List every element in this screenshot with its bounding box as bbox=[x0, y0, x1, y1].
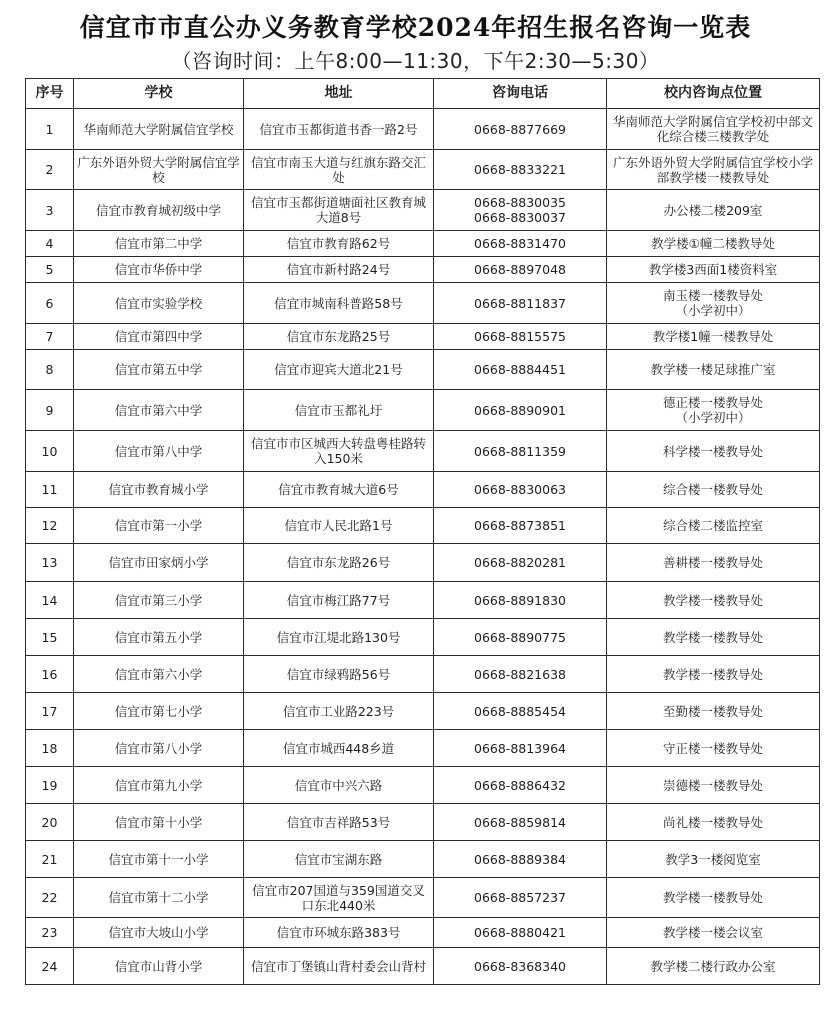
cell-location-line: 教学楼一楼会议室 bbox=[662, 925, 763, 940]
cell-school-line: 华南师范大学附属信宜学校 bbox=[83, 121, 234, 137]
cell-location-line: 教学楼一楼教导处 bbox=[662, 890, 763, 905]
cell-phone-line: 0668-8889384 bbox=[474, 851, 566, 867]
cell-location-line: 教学楼一楼教导处 bbox=[662, 666, 763, 682]
cell-phone-line: 0668-8820281 bbox=[474, 555, 566, 570]
cell-phone-line: 0668-8857237 bbox=[474, 890, 566, 905]
cell-phone bbox=[434, 472, 607, 508]
cell-address bbox=[244, 390, 434, 431]
cell-no bbox=[26, 350, 74, 390]
cell-location-line: 教学3一楼阅览室 bbox=[665, 851, 761, 867]
cell-location-line: 广东外语外贸大学附属信宜学校小学部教学楼一楼教导处 bbox=[612, 154, 813, 185]
cell-address bbox=[244, 283, 434, 324]
cell-location-line: 南玉楼一楼教导处 bbox=[662, 288, 763, 303]
cell-phone-line: 0668-8833221 bbox=[474, 162, 566, 177]
cell-address bbox=[244, 472, 434, 508]
header-address: 地址 bbox=[244, 79, 434, 109]
table-row bbox=[26, 283, 820, 324]
cell-school-line: 信宜市第十一小学 bbox=[108, 851, 209, 867]
cell-address bbox=[244, 431, 434, 472]
cell-address-line: 信宜市新村路24号 bbox=[286, 262, 391, 277]
cell-phone bbox=[434, 109, 607, 150]
table-header-row bbox=[26, 79, 820, 109]
cell-school bbox=[74, 544, 244, 582]
cell-school bbox=[74, 431, 244, 472]
cell-phone-line: 0668-8890901 bbox=[474, 402, 566, 418]
cell-location-line: 守正楼一楼教导处 bbox=[662, 740, 763, 756]
cell-school bbox=[74, 767, 244, 804]
header-phone: 咨询电话 bbox=[434, 79, 607, 109]
cell-school-line: 信宜市第六中学 bbox=[114, 402, 203, 418]
table-row bbox=[26, 390, 820, 431]
cell-location-line: 崇德楼一楼教导处 bbox=[662, 777, 763, 793]
cell-location-line: 至勤楼一楼教导处 bbox=[662, 703, 763, 719]
cell-no bbox=[26, 508, 74, 544]
cell-no bbox=[26, 693, 74, 730]
cell-school-line: 信宜市第四中学 bbox=[114, 329, 203, 344]
cell-no bbox=[26, 150, 74, 190]
cell-address bbox=[244, 109, 434, 150]
cell-phone bbox=[434, 350, 607, 390]
cell-phone-line: 0668-8873851 bbox=[474, 518, 566, 533]
table-row bbox=[26, 767, 820, 804]
cell-no-line: 18 bbox=[41, 740, 58, 756]
cell-location bbox=[607, 544, 820, 582]
cell-school bbox=[74, 324, 244, 350]
cell-phone-line: 0668-8891830 bbox=[474, 592, 566, 608]
cell-phone-line: 0668-8859814 bbox=[474, 814, 566, 830]
cell-address bbox=[244, 693, 434, 730]
cell-school bbox=[74, 918, 244, 948]
table-row bbox=[26, 109, 820, 150]
cell-location-line: 办公楼二楼209室 bbox=[663, 202, 763, 218]
table-row bbox=[26, 878, 820, 918]
cell-phone bbox=[434, 231, 607, 257]
cell-no bbox=[26, 109, 74, 150]
table-row bbox=[26, 804, 820, 841]
cell-phone-line: 0668-8890775 bbox=[474, 629, 566, 645]
table-row bbox=[26, 619, 820, 656]
table-row bbox=[26, 431, 820, 472]
cell-address-line: 信宜市中兴六路 bbox=[294, 777, 383, 793]
cell-phone bbox=[434, 257, 607, 283]
cell-school bbox=[74, 582, 244, 619]
cell-no-line: 6 bbox=[45, 295, 54, 311]
cell-school bbox=[74, 656, 244, 693]
table-row bbox=[26, 656, 820, 693]
cell-address-line: 信宜市丁堡镇山背村委会山背村 bbox=[250, 958, 426, 974]
cell-school-line: 信宜市第八小学 bbox=[114, 740, 203, 756]
cell-address bbox=[244, 656, 434, 693]
cell-location bbox=[607, 350, 820, 390]
cell-school-line: 信宜市第八中学 bbox=[114, 443, 203, 459]
cell-phone bbox=[434, 508, 607, 544]
table-row bbox=[26, 190, 820, 231]
cell-no bbox=[26, 918, 74, 948]
cell-address bbox=[244, 730, 434, 767]
cell-no-line: 17 bbox=[41, 703, 58, 719]
cell-phone-line: 0668-8821638 bbox=[474, 666, 566, 682]
cell-no-line: 24 bbox=[41, 958, 58, 974]
cell-phone bbox=[434, 878, 607, 918]
cell-no-line: 3 bbox=[45, 202, 54, 218]
cell-phone bbox=[434, 619, 607, 656]
cell-no-line: 4 bbox=[45, 236, 54, 251]
cell-location bbox=[607, 693, 820, 730]
cell-no bbox=[26, 431, 74, 472]
cell-location bbox=[607, 878, 820, 918]
cell-school bbox=[74, 350, 244, 390]
cell-phone bbox=[434, 190, 607, 231]
cell-location bbox=[607, 324, 820, 350]
cell-no-line: 8 bbox=[45, 362, 54, 377]
cell-phone-line: 0668-8830063 bbox=[474, 482, 566, 497]
cell-location-line: 华南师范大学附属信宜学校初中部文化综合楼三楼教学处 bbox=[612, 114, 813, 144]
table-row bbox=[26, 350, 820, 390]
header-school: 学校 bbox=[74, 79, 244, 109]
cell-phone bbox=[434, 431, 607, 472]
cell-address bbox=[244, 841, 434, 878]
cell-no-line: 23 bbox=[41, 925, 58, 940]
cell-school bbox=[74, 804, 244, 841]
cell-location bbox=[607, 804, 820, 841]
cell-school bbox=[74, 693, 244, 730]
cell-location bbox=[607, 656, 820, 693]
cell-phone bbox=[434, 693, 607, 730]
cell-address-line: 信宜市绿鸦路56号 bbox=[286, 666, 391, 682]
cell-address-line: 信宜市宝湖东路 bbox=[294, 851, 383, 867]
cell-location bbox=[607, 109, 820, 150]
cell-address bbox=[244, 804, 434, 841]
cell-phone bbox=[434, 283, 607, 324]
cell-location bbox=[607, 918, 820, 948]
cell-address bbox=[244, 918, 434, 948]
cell-phone bbox=[434, 390, 607, 431]
header-no: 序号 bbox=[26, 79, 74, 109]
cell-address bbox=[244, 948, 434, 985]
cell-location-line: 教学楼一楼教导处 bbox=[662, 629, 763, 645]
cell-phone-line: 0668-8813964 bbox=[474, 740, 566, 756]
cell-location bbox=[607, 150, 820, 190]
cell-school-line: 信宜市教育城小学 bbox=[108, 482, 209, 497]
cell-no-line: 2 bbox=[45, 162, 54, 177]
cell-location bbox=[607, 257, 820, 283]
cell-location-line: 德正楼一楼教导处 bbox=[662, 395, 763, 410]
cell-school-line: 信宜市第九小学 bbox=[114, 777, 203, 793]
cell-address bbox=[244, 350, 434, 390]
cell-no bbox=[26, 878, 74, 918]
table-row bbox=[26, 948, 820, 985]
cell-school bbox=[74, 283, 244, 324]
page-title: 信宜市市直公办义务教育学校2024年招生报名咨询一览表 bbox=[79, 13, 752, 42]
cell-address-line: 信宜市教育城大道6号 bbox=[278, 482, 399, 497]
cell-no-line: 19 bbox=[41, 777, 58, 793]
cell-address-line: 信宜市东龙路25号 bbox=[286, 329, 391, 344]
cell-location bbox=[607, 390, 820, 431]
cell-location bbox=[607, 948, 820, 985]
cell-no-line: 7 bbox=[45, 329, 54, 344]
cell-phone-line: 0668-8811837 bbox=[474, 295, 566, 311]
cell-school-line: 信宜市山背小学 bbox=[114, 958, 203, 974]
cell-school bbox=[74, 878, 244, 918]
cell-no-line: 1 bbox=[45, 121, 54, 137]
header-location: 校内咨询点位置 bbox=[607, 79, 820, 109]
school-table bbox=[25, 78, 820, 985]
cell-location-line: 教学楼①幢二楼教导处 bbox=[651, 236, 775, 251]
cell-location bbox=[607, 431, 820, 472]
cell-school-line: 信宜市大坡山小学 bbox=[108, 925, 209, 940]
cell-phone-line: 0668-8877669 bbox=[474, 121, 566, 137]
cell-no-line: 20 bbox=[41, 814, 58, 830]
cell-location bbox=[607, 231, 820, 257]
cell-phone bbox=[434, 767, 607, 804]
table-row bbox=[26, 918, 820, 948]
cell-location-line: 教学楼一楼足球推广室 bbox=[650, 362, 776, 377]
cell-phone-line: 0668-8830037 bbox=[474, 210, 566, 225]
table-row bbox=[26, 730, 820, 767]
cell-no bbox=[26, 582, 74, 619]
cell-school-line: 信宜市第七小学 bbox=[114, 703, 203, 719]
page-subtitle: （咨询时间：上午8:00—11:30，下午2:30—5:30） bbox=[171, 49, 660, 73]
cell-school-line: 信宜市第五中学 bbox=[114, 362, 203, 377]
cell-location-line: 善耕楼一楼教导处 bbox=[662, 555, 763, 570]
cell-address-line: 信宜市梅江路77号 bbox=[286, 592, 391, 608]
cell-location bbox=[607, 472, 820, 508]
cell-phone-line: 0668-8368340 bbox=[474, 958, 566, 974]
cell-phone-line: 0668-8884451 bbox=[474, 362, 566, 377]
cell-address-line: 信宜市迎宾大道北21号 bbox=[274, 362, 403, 377]
cell-no bbox=[26, 544, 74, 582]
cell-no-line: 15 bbox=[41, 629, 58, 645]
cell-no-line: 13 bbox=[41, 555, 58, 570]
cell-school bbox=[74, 257, 244, 283]
table-row bbox=[26, 231, 820, 257]
cell-no-line: 11 bbox=[41, 482, 58, 497]
cell-address-line: 信宜市南玉大道与红旗东路交汇处 bbox=[250, 154, 426, 185]
cell-no bbox=[26, 730, 74, 767]
cell-no-line: 10 bbox=[41, 443, 58, 459]
cell-school bbox=[74, 508, 244, 544]
cell-school-line: 信宜市实验学校 bbox=[114, 295, 203, 311]
cell-no-line: 22 bbox=[41, 890, 58, 905]
cell-address-line: 信宜市人民北路1号 bbox=[284, 518, 393, 533]
table-row bbox=[26, 257, 820, 283]
table-row bbox=[26, 582, 820, 619]
cell-location bbox=[607, 730, 820, 767]
cell-address bbox=[244, 231, 434, 257]
cell-phone-line: 0668-8897048 bbox=[474, 262, 566, 277]
cell-location-line: 综合楼二楼监控室 bbox=[662, 518, 763, 533]
cell-phone bbox=[434, 918, 607, 948]
cell-phone bbox=[434, 656, 607, 693]
cell-no bbox=[26, 190, 74, 231]
cell-address bbox=[244, 150, 434, 190]
cell-phone bbox=[434, 324, 607, 350]
cell-address-line: 信宜市玉都街道书香一路2号 bbox=[259, 121, 418, 137]
cell-no-line: 12 bbox=[41, 518, 58, 533]
cell-address-line: 信宜市环城东路383号 bbox=[276, 925, 401, 940]
cell-address-line: 信宜市工业路223号 bbox=[282, 703, 395, 719]
table-row bbox=[26, 150, 820, 190]
cell-location-line: 教学楼一楼教导处 bbox=[662, 592, 763, 608]
cell-phone bbox=[434, 804, 607, 841]
cell-address-line: 信宜市东龙路26号 bbox=[286, 555, 391, 570]
cell-address-line: 信宜市城西448乡道 bbox=[282, 740, 395, 756]
cell-school-line: 信宜市第十小学 bbox=[114, 814, 203, 830]
cell-location-line: （小学初中） bbox=[675, 410, 751, 425]
cell-location bbox=[607, 841, 820, 878]
cell-no bbox=[26, 283, 74, 324]
cell-school bbox=[74, 730, 244, 767]
cell-phone-line: 0668-8886432 bbox=[474, 777, 566, 793]
cell-no-line: 21 bbox=[41, 851, 58, 867]
cell-no bbox=[26, 231, 74, 257]
cell-address bbox=[244, 508, 434, 544]
cell-phone-line: 0668-8880421 bbox=[474, 925, 566, 940]
cell-location bbox=[607, 508, 820, 544]
table-row bbox=[26, 472, 820, 508]
cell-school bbox=[74, 472, 244, 508]
cell-address-line: 信宜市207国道与359国道交叉口东北440米 bbox=[252, 882, 425, 913]
cell-phone-line: 0668-8830035 bbox=[474, 195, 566, 210]
cell-school bbox=[74, 231, 244, 257]
cell-school-line: 信宜市第三小学 bbox=[114, 592, 203, 608]
cell-location-line: 教学楼1幢一楼教导处 bbox=[652, 329, 774, 344]
cell-location bbox=[607, 283, 820, 324]
cell-no bbox=[26, 324, 74, 350]
cell-phone-line: 0668-8831470 bbox=[474, 236, 566, 251]
cell-address bbox=[244, 767, 434, 804]
cell-phone-line: 0668-8811359 bbox=[474, 443, 566, 459]
cell-no-line: 5 bbox=[45, 262, 54, 277]
cell-school-line: 信宜市第二中学 bbox=[114, 236, 203, 251]
cell-phone bbox=[434, 948, 607, 985]
cell-no-line: 16 bbox=[41, 666, 58, 682]
cell-no bbox=[26, 472, 74, 508]
cell-address-line: 信宜市教育路62号 bbox=[286, 236, 391, 251]
cell-school-line: 信宜市田家炳小学 bbox=[108, 555, 209, 570]
cell-location-line: 综合楼一楼教导处 bbox=[662, 482, 763, 497]
cell-no bbox=[26, 767, 74, 804]
cell-address bbox=[244, 190, 434, 231]
cell-address bbox=[244, 324, 434, 350]
cell-phone-line: 0668-8815575 bbox=[474, 329, 566, 344]
cell-address bbox=[244, 582, 434, 619]
cell-address bbox=[244, 544, 434, 582]
cell-address-line: 信宜市玉都街道塘面社区教育城大道8号 bbox=[250, 195, 426, 225]
cell-address bbox=[244, 619, 434, 656]
cell-school-line: 信宜市第五小学 bbox=[114, 629, 203, 645]
cell-school bbox=[74, 109, 244, 150]
cell-no bbox=[26, 390, 74, 431]
cell-school bbox=[74, 150, 244, 190]
cell-school-line: 信宜市第十二小学 bbox=[108, 890, 209, 905]
table-row bbox=[26, 324, 820, 350]
table-body bbox=[26, 109, 820, 985]
cell-school-line: 信宜市第一小学 bbox=[114, 518, 203, 533]
cell-phone-line: 0668-8885454 bbox=[474, 703, 566, 719]
table-row bbox=[26, 544, 820, 582]
cell-school bbox=[74, 190, 244, 231]
cell-location-line: 尚礼楼一楼教导处 bbox=[662, 814, 763, 830]
cell-no bbox=[26, 619, 74, 656]
cell-address bbox=[244, 878, 434, 918]
cell-no bbox=[26, 841, 74, 878]
cell-address-line: 信宜市吉祥路53号 bbox=[286, 814, 391, 830]
cell-location-line: （小学初中） bbox=[675, 303, 751, 318]
cell-no bbox=[26, 804, 74, 841]
cell-location-line: 教学楼二楼行政办公室 bbox=[650, 958, 776, 974]
table-row bbox=[26, 841, 820, 878]
cell-no bbox=[26, 257, 74, 283]
cell-school bbox=[74, 841, 244, 878]
cell-phone bbox=[434, 730, 607, 767]
cell-phone bbox=[434, 150, 607, 190]
cell-phone bbox=[434, 544, 607, 582]
cell-school-line: 信宜市第六小学 bbox=[114, 666, 203, 682]
cell-school-line: 广东外语外贸大学附属信宜学校 bbox=[77, 154, 240, 185]
cell-location bbox=[607, 190, 820, 231]
cell-address-line: 信宜市玉都礼圩 bbox=[294, 402, 383, 418]
cell-school bbox=[74, 390, 244, 431]
table-row bbox=[26, 693, 820, 730]
cell-school-line: 信宜市教育城初级中学 bbox=[95, 202, 221, 218]
table-row bbox=[26, 508, 820, 544]
cell-location-line: 教学楼3西面1楼资料室 bbox=[648, 262, 778, 277]
cell-no bbox=[26, 656, 74, 693]
cell-address-line: 信宜市江堤北路130号 bbox=[276, 629, 401, 645]
cell-school bbox=[74, 619, 244, 656]
cell-address bbox=[244, 257, 434, 283]
cell-no-line: 9 bbox=[45, 402, 54, 418]
cell-location bbox=[607, 582, 820, 619]
cell-location bbox=[607, 619, 820, 656]
cell-address-line: 信宜市市区城西大转盘粤桂路转入150米 bbox=[250, 436, 426, 466]
cell-phone bbox=[434, 841, 607, 878]
cell-no-line: 14 bbox=[41, 592, 58, 608]
cell-school-line: 信宜市华侨中学 bbox=[114, 262, 203, 277]
cell-address-line: 信宜市城南科普路58号 bbox=[274, 295, 403, 311]
cell-location-line: 科学楼一楼教导处 bbox=[662, 443, 763, 459]
cell-location bbox=[607, 767, 820, 804]
cell-school bbox=[74, 948, 244, 985]
cell-no bbox=[26, 948, 74, 985]
cell-phone bbox=[434, 582, 607, 619]
